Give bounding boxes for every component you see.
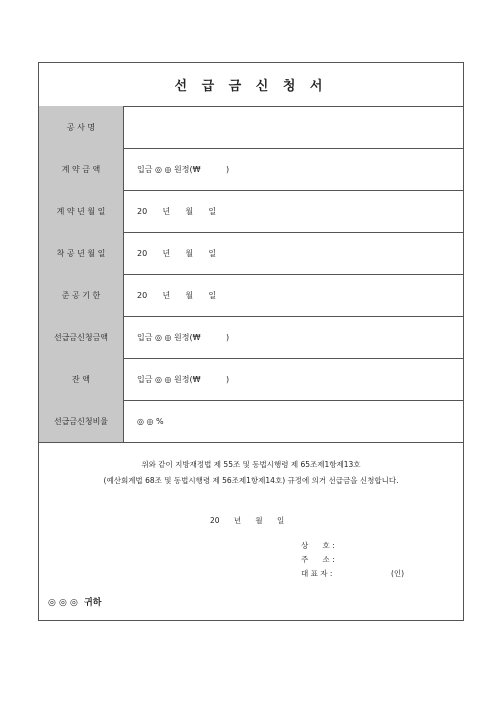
label-start-date: 착 공 년 월 일 [39,232,124,274]
label-contract-date: 계 약 년 월 일 [39,190,124,232]
row-advance-request-amount [39,316,463,359]
value-start-date[interactable]: 20 년 월 일 [137,248,217,258]
value-advance-request-amount[interactable]: 입금 ◎ ◎ 원정(₩ ) [137,332,230,342]
application-form [38,62,464,621]
row-balance [39,358,463,401]
label-contract-amount: 계 약 금 액 [39,148,124,190]
signature-representative[interactable]: 대 표 자 : [301,569,333,578]
row-contract-amount [39,148,463,191]
label-project-name: 공 사 명 [39,106,124,148]
row-project-name [39,106,463,149]
label-advance-request-amount: 선급금신청금액 [39,316,124,358]
row-start-date [39,232,463,275]
statement-line-2: (예산회계법 68조 및 동법시행령 제 56조제1항제14호) 규정에 의거 선급금을 신청합니다. [103,476,399,485]
seal-mark: (인) [391,569,405,578]
row-advance-request-ratio [39,400,463,443]
label-advance-request-ratio: 선급금신청비율 [39,400,124,442]
form-title-row [39,63,463,107]
form-title: 선 급 금 신 청 서 [174,79,328,94]
application-date[interactable]: 20 년 월 일 [210,516,285,525]
row-contract-date [39,190,463,233]
label-completion-deadline: 준 공 기 한 [39,274,124,316]
value-advance-request-ratio[interactable]: ◎ ◎ % [137,416,164,426]
value-contract-date[interactable]: 20 년 월 일 [137,206,217,216]
value-contract-amount[interactable]: 입금 ◎ ◎ 원정(₩ ) [137,164,230,174]
value-completion-deadline[interactable]: 20 년 월 일 [137,290,217,300]
signature-company[interactable]: 상 호 : [301,541,335,550]
value-balance[interactable]: 입금 ◎ ◎ 원정(₩ ) [137,374,230,384]
signature-address[interactable]: 주 소 : [301,555,335,564]
addressee: ◎ ◎ ◎ 귀하 [48,598,102,608]
statement-line-1: 위와 같이 지방재정법 제 55조 및 동법시행령 제 65조제1항제13호 [141,460,361,469]
row-completion-deadline [39,274,463,317]
label-balance: 잔 액 [39,358,124,400]
